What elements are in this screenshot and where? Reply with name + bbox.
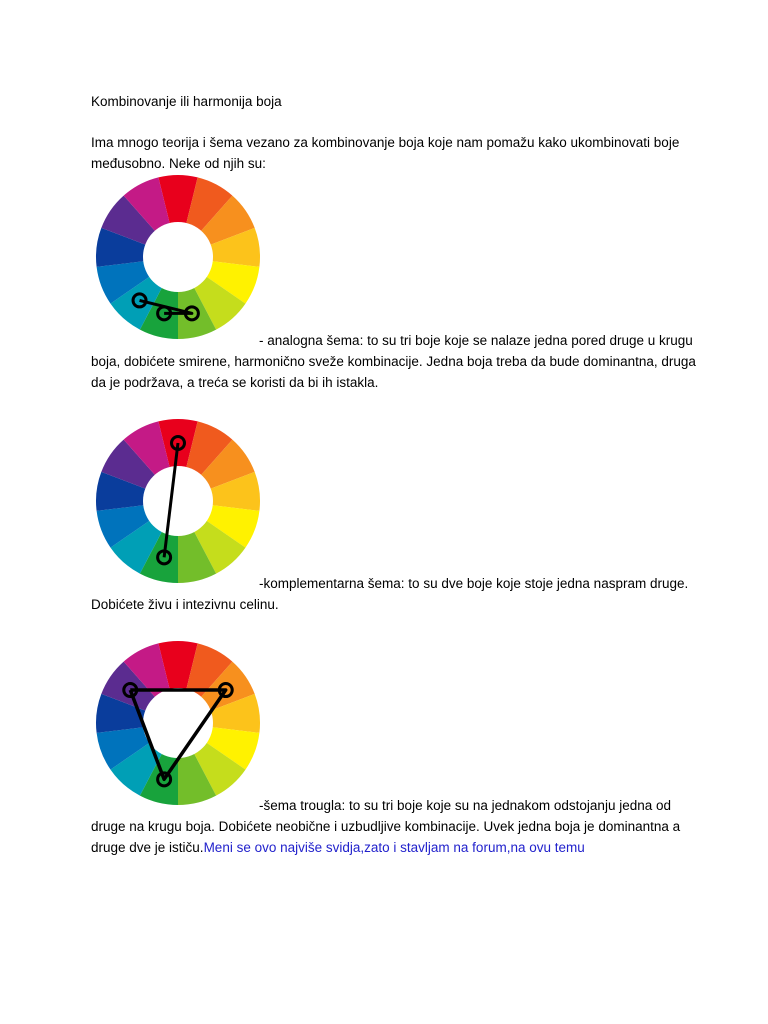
complementary-lead-text: -komplementarna šema: to su dve boje koje stoje jedna naspram druge.: [259, 576, 689, 591]
color-wheel-complementary: [95, 418, 261, 584]
color-wheel-analogous: [95, 174, 261, 340]
color-wheel-analogous-graphic: [95, 174, 261, 340]
complementary-description: [91, 573, 711, 615]
analogous-lead-text: - analogna šema: to su tri boje koje se nalaze jedna pored druge u krugu: [259, 333, 693, 348]
analogous-description: [91, 330, 711, 393]
triad-lead-text: -šema trougla: to su tri boje koje su na jednakom odstojanju jedna od: [259, 798, 672, 813]
highlight-text: Meni se ovo najviše svidja,zato i stavljam na forum,na ovu temu: [203, 840, 585, 855]
intro-paragraph: Ima mnogo teorija i šema vezano za kombinovanje boja koje nam pomažu kako ukombinovati boje međusobno. Neke od njih su:: [91, 135, 680, 171]
triad-rest-text: druge na krugu boja. Dobićete neobične i uzbudljive kombinacije. Uvek jedna boja je dominantna a druge dve je ističu.: [91, 819, 681, 855]
complementary-rest-text: Dobićete živu i intezivnu celinu.: [91, 597, 279, 612]
color-wheel-triad-graphic: [95, 640, 261, 806]
triad-description: [91, 795, 711, 858]
analogous-rest-text: boja, dobićete smirene, harmonično sveže kombinacije. Jedna boja treba da bude dominantna, druga da je podržava, a treća se koristi da bi ih istakla.: [91, 354, 696, 390]
color-wheel-triad: [95, 640, 261, 806]
document-title: Kombinovanje ili harmonija boja: [91, 94, 282, 109]
color-wheel-complementary-graphic: [95, 418, 261, 584]
